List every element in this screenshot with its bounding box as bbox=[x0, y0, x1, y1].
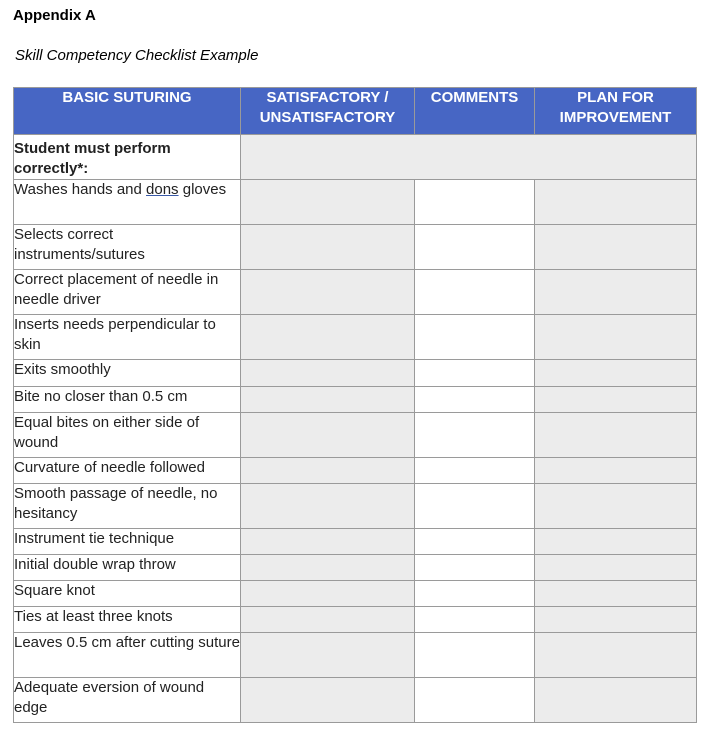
document-subtitle: Skill Competency Checklist Example bbox=[15, 47, 259, 64]
satisfactory-cell[interactable] bbox=[241, 225, 415, 270]
comments-cell[interactable] bbox=[415, 678, 535, 723]
satisfactory-cell[interactable] bbox=[241, 484, 415, 529]
satisfactory-cell[interactable] bbox=[241, 607, 415, 633]
satisfactory-cell[interactable] bbox=[241, 270, 415, 315]
plan-cell[interactable] bbox=[535, 360, 697, 387]
table-row bbox=[14, 555, 697, 581]
satisfactory-cell[interactable] bbox=[241, 180, 415, 225]
header-basic-suturing: BASIC SUTURING bbox=[14, 88, 241, 135]
table-row bbox=[14, 678, 697, 723]
comments-cell[interactable] bbox=[415, 180, 535, 225]
task-cell: Smooth passage of needle, no hesitancy bbox=[14, 484, 241, 529]
section-row bbox=[14, 135, 697, 180]
task-cell: Initial double wrap throw bbox=[14, 555, 241, 581]
task-cell: Adequate eversion of wound edge bbox=[14, 678, 241, 723]
task-cell: Leaves 0.5 cm after cutting suture bbox=[14, 633, 241, 678]
header-comments: COMMENTS bbox=[415, 88, 535, 135]
table-row bbox=[14, 180, 697, 225]
table-row bbox=[14, 360, 697, 387]
table-row bbox=[14, 529, 697, 555]
table-row bbox=[14, 225, 697, 270]
plan-cell[interactable] bbox=[535, 633, 697, 678]
plan-cell[interactable] bbox=[535, 529, 697, 555]
task-cell: Curvature of needle followed bbox=[14, 458, 241, 484]
satisfactory-cell[interactable] bbox=[241, 360, 415, 387]
plan-cell[interactable] bbox=[535, 180, 697, 225]
plan-cell[interactable] bbox=[535, 555, 697, 581]
table-header-row bbox=[14, 88, 697, 135]
comments-cell[interactable] bbox=[415, 413, 535, 458]
comments-cell[interactable] bbox=[415, 581, 535, 607]
comments-cell[interactable] bbox=[415, 225, 535, 270]
plan-cell[interactable] bbox=[535, 581, 697, 607]
comments-cell[interactable] bbox=[415, 458, 535, 484]
satisfactory-cell[interactable] bbox=[241, 678, 415, 723]
appendix-title: Appendix A bbox=[13, 7, 96, 24]
comments-cell[interactable] bbox=[415, 315, 535, 360]
satisfactory-cell[interactable] bbox=[241, 555, 415, 581]
plan-cell[interactable] bbox=[535, 387, 697, 413]
plan-cell[interactable] bbox=[535, 678, 697, 723]
task-cell: Equal bites on either side of wound bbox=[14, 413, 241, 458]
plan-cell[interactable] bbox=[535, 484, 697, 529]
plan-cell[interactable] bbox=[535, 458, 697, 484]
section-blank-cell bbox=[241, 135, 697, 180]
table-row bbox=[14, 458, 697, 484]
satisfactory-cell[interactable] bbox=[241, 458, 415, 484]
table-row bbox=[14, 633, 697, 678]
plan-cell[interactable] bbox=[535, 270, 697, 315]
comments-cell[interactable] bbox=[415, 607, 535, 633]
section-label: Student must perform correctly*: bbox=[14, 135, 241, 180]
comments-cell[interactable] bbox=[415, 529, 535, 555]
satisfactory-cell[interactable] bbox=[241, 529, 415, 555]
plan-cell[interactable] bbox=[535, 225, 697, 270]
task-text-after: gloves bbox=[178, 181, 227, 198]
comments-cell[interactable] bbox=[415, 270, 535, 315]
plan-cell[interactable] bbox=[535, 413, 697, 458]
table-row bbox=[14, 484, 697, 529]
header-satisfactory: SATISFACTORY / UNSATISFACTORY bbox=[241, 88, 415, 135]
comments-cell[interactable] bbox=[415, 484, 535, 529]
table-row bbox=[14, 387, 697, 413]
table-row bbox=[14, 581, 697, 607]
task-cell bbox=[14, 180, 241, 225]
comments-cell[interactable] bbox=[415, 360, 535, 387]
satisfactory-cell[interactable] bbox=[241, 581, 415, 607]
table-row bbox=[14, 413, 697, 458]
task-cell: Exits smoothly bbox=[14, 360, 241, 387]
task-cell: Inserts needs perpendicular to skin bbox=[14, 315, 241, 360]
task-cell: Ties at least three knots bbox=[14, 607, 241, 633]
task-text-before: Washes hands and bbox=[14, 181, 147, 198]
competency-checklist-table bbox=[13, 87, 697, 723]
plan-cell[interactable] bbox=[535, 607, 697, 633]
task-text-underlined: dons bbox=[146, 181, 179, 198]
satisfactory-cell[interactable] bbox=[241, 413, 415, 458]
task-cell: Bite no closer than 0.5 cm bbox=[14, 387, 241, 413]
task-cell: Square knot bbox=[14, 581, 241, 607]
table-row bbox=[14, 607, 697, 633]
task-cell: Instrument tie technique bbox=[14, 529, 241, 555]
table-row bbox=[14, 315, 697, 360]
comments-cell[interactable] bbox=[415, 555, 535, 581]
comments-cell[interactable] bbox=[415, 633, 535, 678]
table-row bbox=[14, 270, 697, 315]
satisfactory-cell[interactable] bbox=[241, 315, 415, 360]
comments-cell[interactable] bbox=[415, 387, 535, 413]
satisfactory-cell[interactable] bbox=[241, 387, 415, 413]
task-cell: Correct placement of needle in needle driver bbox=[14, 270, 241, 315]
plan-cell[interactable] bbox=[535, 315, 697, 360]
satisfactory-cell[interactable] bbox=[241, 633, 415, 678]
header-plan-for-improvement: PLAN FOR IMPROVEMENT bbox=[535, 88, 697, 135]
task-cell: Selects correct instruments/sutures bbox=[14, 225, 241, 270]
